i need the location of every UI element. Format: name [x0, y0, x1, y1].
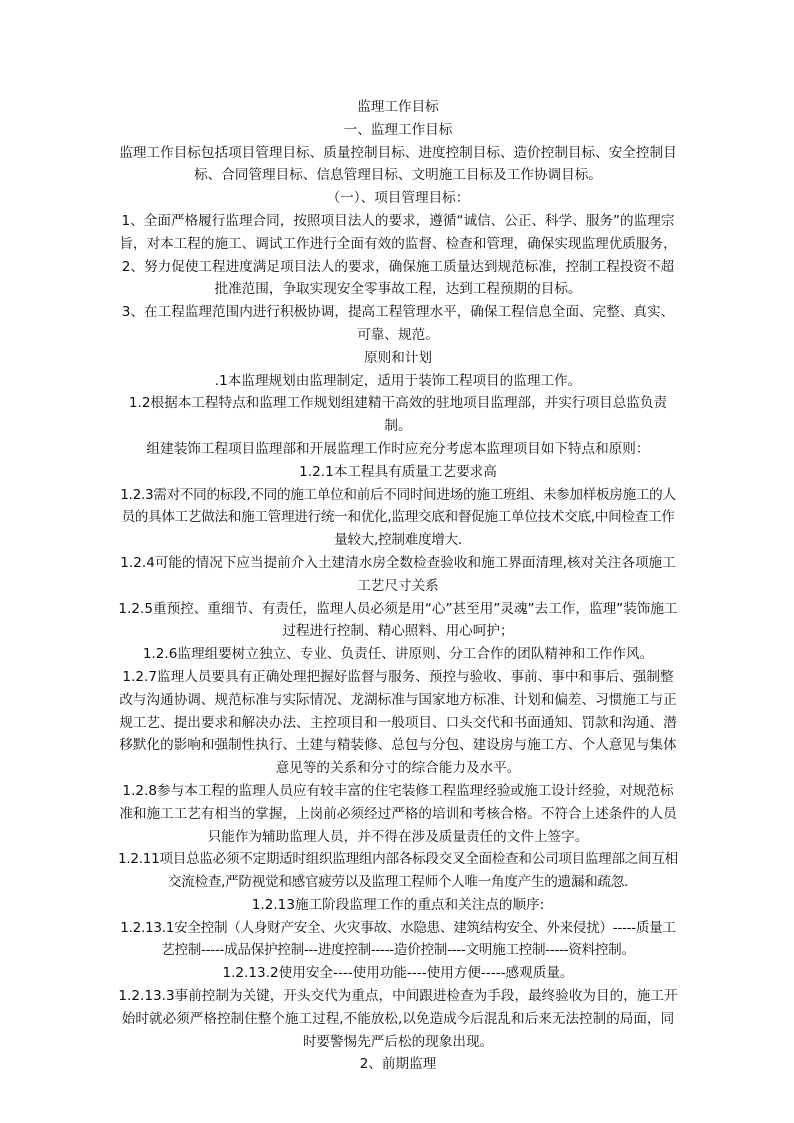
sub-heading-project-management: （一）、项目管理目标：	[326, 190, 470, 207]
section-heading-2: 2、前期监理	[359, 1056, 437, 1073]
paragraph-1-2-13-3: 1.2.13.3事前控制为关键，开头交代为重点，中间跟进检查为手段，最终验收为目的，施工开始时就必须严格控制住整个施工过程,不能放松,以免造成今后混乱和后来无法控制的局面，同时要警惕先严后松的现象出现。	[118, 988, 678, 1050]
paragraph-1-1: .1本监理规划由监理制定，适用于装饰工程项目的监理工作。	[214, 372, 582, 389]
paragraph-1-2: 1.2根据本工程特点和监理工作规划组建精干高效的驻地项目监理部，并实行项目总监负责制。	[128, 395, 668, 435]
paragraph-1-2-4: 1.2.4可能的情况下应当提前介入土建清水房全数检查验收和施工界面清理,核对关注各项施工工艺尺寸关系	[120, 554, 676, 594]
goal-item-2: 2、努力促使工程进度满足项目法人的要求，确保施工质量达到规范标准，控制工程投资不超批准范围，争取实现安全零事故工程，达到工程预期的目标。	[121, 258, 675, 298]
paragraph-1-2-13-2: 1.2.13.2使用安全----使用功能----使用方便-----感观质量。	[222, 965, 574, 982]
paragraph-1-2-7: 1.2.7监理人员要具有正确处理把握好监督与服务、预控与验收、事前、事中和事后、强制整改与沟通协调、规范标准与实际情况、龙湖标准与国家地方标准、计划和偏差、习惯施工与正规工艺、提出要求和解决办法、主控项目和一般项目、口头交代和书面通知、罚款和沟通、潜移默化的影响和强制性执行、土建与精装修、总包与分包、建设房与施工方、个人意见与集体意见等的关系和分寸的综合能力及水平。	[119, 668, 677, 777]
paragraph-1-2-3: 1.2.3需对不同的标段,不同的施工单位和前后不同时间进场的施工班组、未参加样板房施工的人员的具体工艺做法和施工管理进行统一和优化,监理交底和督促施工单位技术交底,中间检查工作量较大,控制难度增大.	[120, 486, 676, 549]
goal-item-1: 1、全面严格履行监理合同，按照项目法人的要求，遵循“诚信、公正、科学、服务”的监理宗旨，对本工程的施工、调试工作进行全面有效的监督、检查和管理，确保实现监理优质服务，	[119, 212, 677, 252]
principles-heading: 原则和计划	[364, 349, 432, 366]
section-heading-1: 一、监理工作目标	[343, 121, 453, 138]
document-page	[117, 96, 679, 1076]
paragraph-1-2-11: 1.2.11项目总监必须不定期适时组织监理组内部各标段交叉全面检查和公司项目监理部之间互相交流检查,严防视觉和感官疲劳以及监理工程师个人唯一角度产生的遗漏和疏忽.	[118, 851, 678, 891]
intro-paragraph: 监理工作目标包括项目管理目标、质量控制目标、进度控制目标、造价控制目标、安全控制目标、合同管理目标、信息管理目标、文明施工目标及工作协调目标。	[119, 144, 677, 184]
paragraph-1-2-13: 1.2.13施工阶段监理工作的重点和关注点的顺序:	[251, 896, 545, 913]
paragraph-organization: 组建装饰工程项目监理部和开展监理工作时应充分考虑本监理项目如下特点和原则：	[146, 440, 650, 457]
goal-item-3: 3、在工程监理范围内进行积极协调，提高工程管理水平，确保工程信息全面、完整、真实、可靠、规范。	[121, 304, 675, 343]
paragraph-1-2-13-1: 1.2.13.1安全控制（人身财产安全、火灾事故、水隐患、建筑结构安全、外来侵扰）-----质量工艺控制-----成品保护控制---进度控制-----造价控制----文明施工控制-----资料控制。	[120, 919, 676, 959]
paragraph-1-2-1: 1.2.1本工程具有质量工艺要求高	[299, 463, 497, 480]
paragraph-1-2-6: 1.2.6监理组要树立独立、专业、负责任、讲原则、分工合作的团队精神和工作作风。	[142, 646, 654, 663]
document-title: 监理工作目标	[357, 99, 439, 115]
paragraph-1-2-5: 1.2.5重预控、重细节、有责任，监理人员必须是用“心”甚至用”灵魂”去工作，监理”装饰施工过程进行控制、精心照料、用心呵护；	[118, 600, 678, 640]
paragraph-1-2-8: 1.2.8参与本工程的监理人员应有较丰富的住宅装修工程监理经验或施工设计经验，对规范标准和施工工艺有相当的掌握，上岗前必须经过严格的培训和考核合格。不符合上述条件的人员只能作为辅助监理人员，并不得在涉及质量责任的文件上签字。	[119, 782, 677, 845]
